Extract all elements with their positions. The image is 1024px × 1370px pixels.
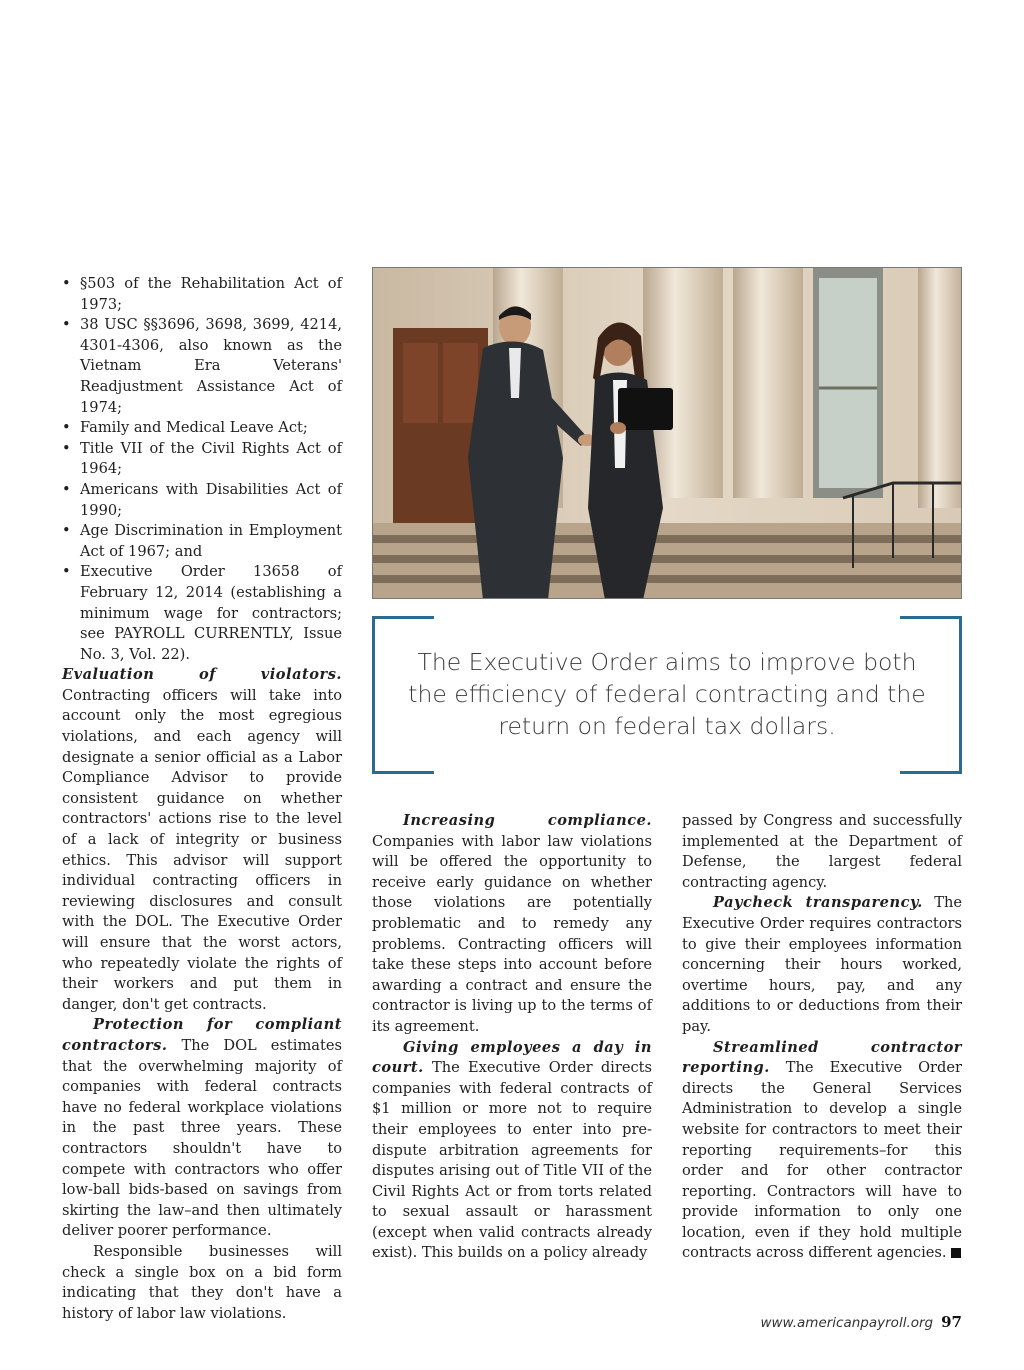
evaluation-heading: Evaluation of violators.: [62, 666, 342, 684]
giving-body: The Executive Order directs companies with federal contracts of $1 million or more not to require their employees to enter into pre-dispute arbitration agreements for disputes arising out of Title VII of the Civil Rights Act or from torts related to sexual assault or harassment (except when valid contracts already exist). This builds on a policy already: [372, 1059, 652, 1262]
protection-body: The DOL estimates that the overwhelming majority of companies with federal contracts have no federal workplace violations in the past three years. These contractors shouldn't have to compete with contractors who offer low-ball bids-based on savings from skirting the law–and then ultimately deliver poorer performance.: [62, 1036, 342, 1240]
streamlined-heading: Streamlined contractor reporting.: [682, 1038, 962, 1077]
end-mark-icon: [951, 1248, 961, 1258]
streamlined-paragraph: [682, 1038, 962, 1265]
pull-quote-text: The Executive Order aims to improve both the efficiency of federal contracting and the return on federal tax dollars.: [408, 648, 926, 740]
bullet-icon: •: [62, 419, 71, 437]
column-1: [62, 274, 342, 1324]
bracket-top-right: [900, 616, 962, 619]
streamlined-body: The Executive Order directs the General Services Administration to develop a single website for contractors to meet their reporting requirements–for this order and for other contractor reporting. Contractors will have to provide information to only one location, even if they hold multiple contracts across different agencies.: [682, 1059, 962, 1262]
list-item: • 38 USC §§3696, 3698, 3699, 4214, 4301-4306, also known as the Vietnam Era Veterans' Readjustment Assistance Act of 1974;: [62, 316, 342, 416]
page-number: 97: [941, 1313, 962, 1331]
list-item: • §503 of the Rehabilitation Act of 1973;: [62, 275, 342, 313]
business-people-photo: [372, 267, 962, 599]
continuation-paragraph: passed by Congress and successfully implemented at the Department of Defense, the largest federal contracting agency.: [682, 812, 962, 891]
list-item: • Family and Medical Leave Act;: [62, 418, 342, 439]
bracket-bottom-left: [372, 771, 434, 774]
responsible-paragraph: Responsible businesses will check a single box on a bid form indicating that they don't have a history of labor law violations.: [62, 1242, 342, 1322]
evaluation-paragraph: [62, 665, 342, 1015]
list-item: • Title VII of the Civil Rights Act of 1964;: [62, 439, 342, 478]
bracket-right: [959, 616, 962, 774]
bullet-icon: •: [62, 522, 71, 540]
evaluation-body: Contracting officers will take into account only the most egregious violations, and each agency will designate a senior official as a Labor Compliance Advisor to provide consistent guidance on whether contractors' actions rise to the level of a lack of integrity or business ethics. This advisor will support individual contracting officers in reviewing disclosures and consult with the DOL. The Executive Order will ensure that the worst actors, who repeatedly violate the rights of their workers and put them in danger, don't get contracts.: [62, 686, 342, 1013]
protection-heading: Protection for compliant contractors.: [62, 1016, 342, 1054]
increasing-heading: Increasing compliance.: [403, 812, 652, 829]
increasing-body: Companies with labor law violations will be offered the opportunity to receive early guidance on whether those violations are potentially problematic and to remedy any problems. Contracting officers will take these steps into account before awarding a contract and ensure the contractor is living up to the terms of its agreement.: [372, 832, 652, 1035]
legislation-list: [62, 274, 342, 665]
column-3: [682, 811, 962, 1264]
giving-heading: Giving employees a day in court.: [372, 1038, 652, 1077]
pull-quote: [372, 616, 962, 774]
bracket-top-left: [372, 616, 434, 619]
bullet-icon: •: [62, 316, 71, 334]
column-2: [372, 811, 652, 1264]
bracket-left: [372, 616, 375, 774]
bullet-icon: •: [62, 439, 71, 457]
bullet-icon: •: [62, 275, 71, 292]
bracket-bottom-right: [900, 771, 962, 774]
list-item: • Age Discrimination in Employment Act of 1967; and: [62, 522, 342, 560]
list-item: • Executive Order 13658 of February 12, 2014 (establishing a minimum wage for contractors; see PAYROLL CURRENTLY, Issue No. 3, Vol. 22).: [62, 563, 342, 663]
paycheck-body: The Executive Order requires contractors to give their employees information concerning their hours worked, overtime hours, pay, and any additions to or deductions from their pay.: [682, 894, 962, 1035]
paycheck-heading: Paycheck transparency.: [713, 894, 923, 912]
protection-paragraph: [62, 1015, 342, 1242]
paycheck-paragraph: [682, 893, 962, 1037]
increasing-paragraph: [372, 811, 652, 1038]
giving-paragraph: [372, 1038, 652, 1265]
page-footer: [760, 1313, 962, 1331]
website-link[interactable]: www.americanpayroll.org: [760, 1315, 934, 1331]
list-item: • Americans with Disabilities Act of 1990;: [62, 480, 342, 519]
bullet-icon: •: [62, 480, 71, 498]
bullet-icon: •: [62, 563, 71, 581]
